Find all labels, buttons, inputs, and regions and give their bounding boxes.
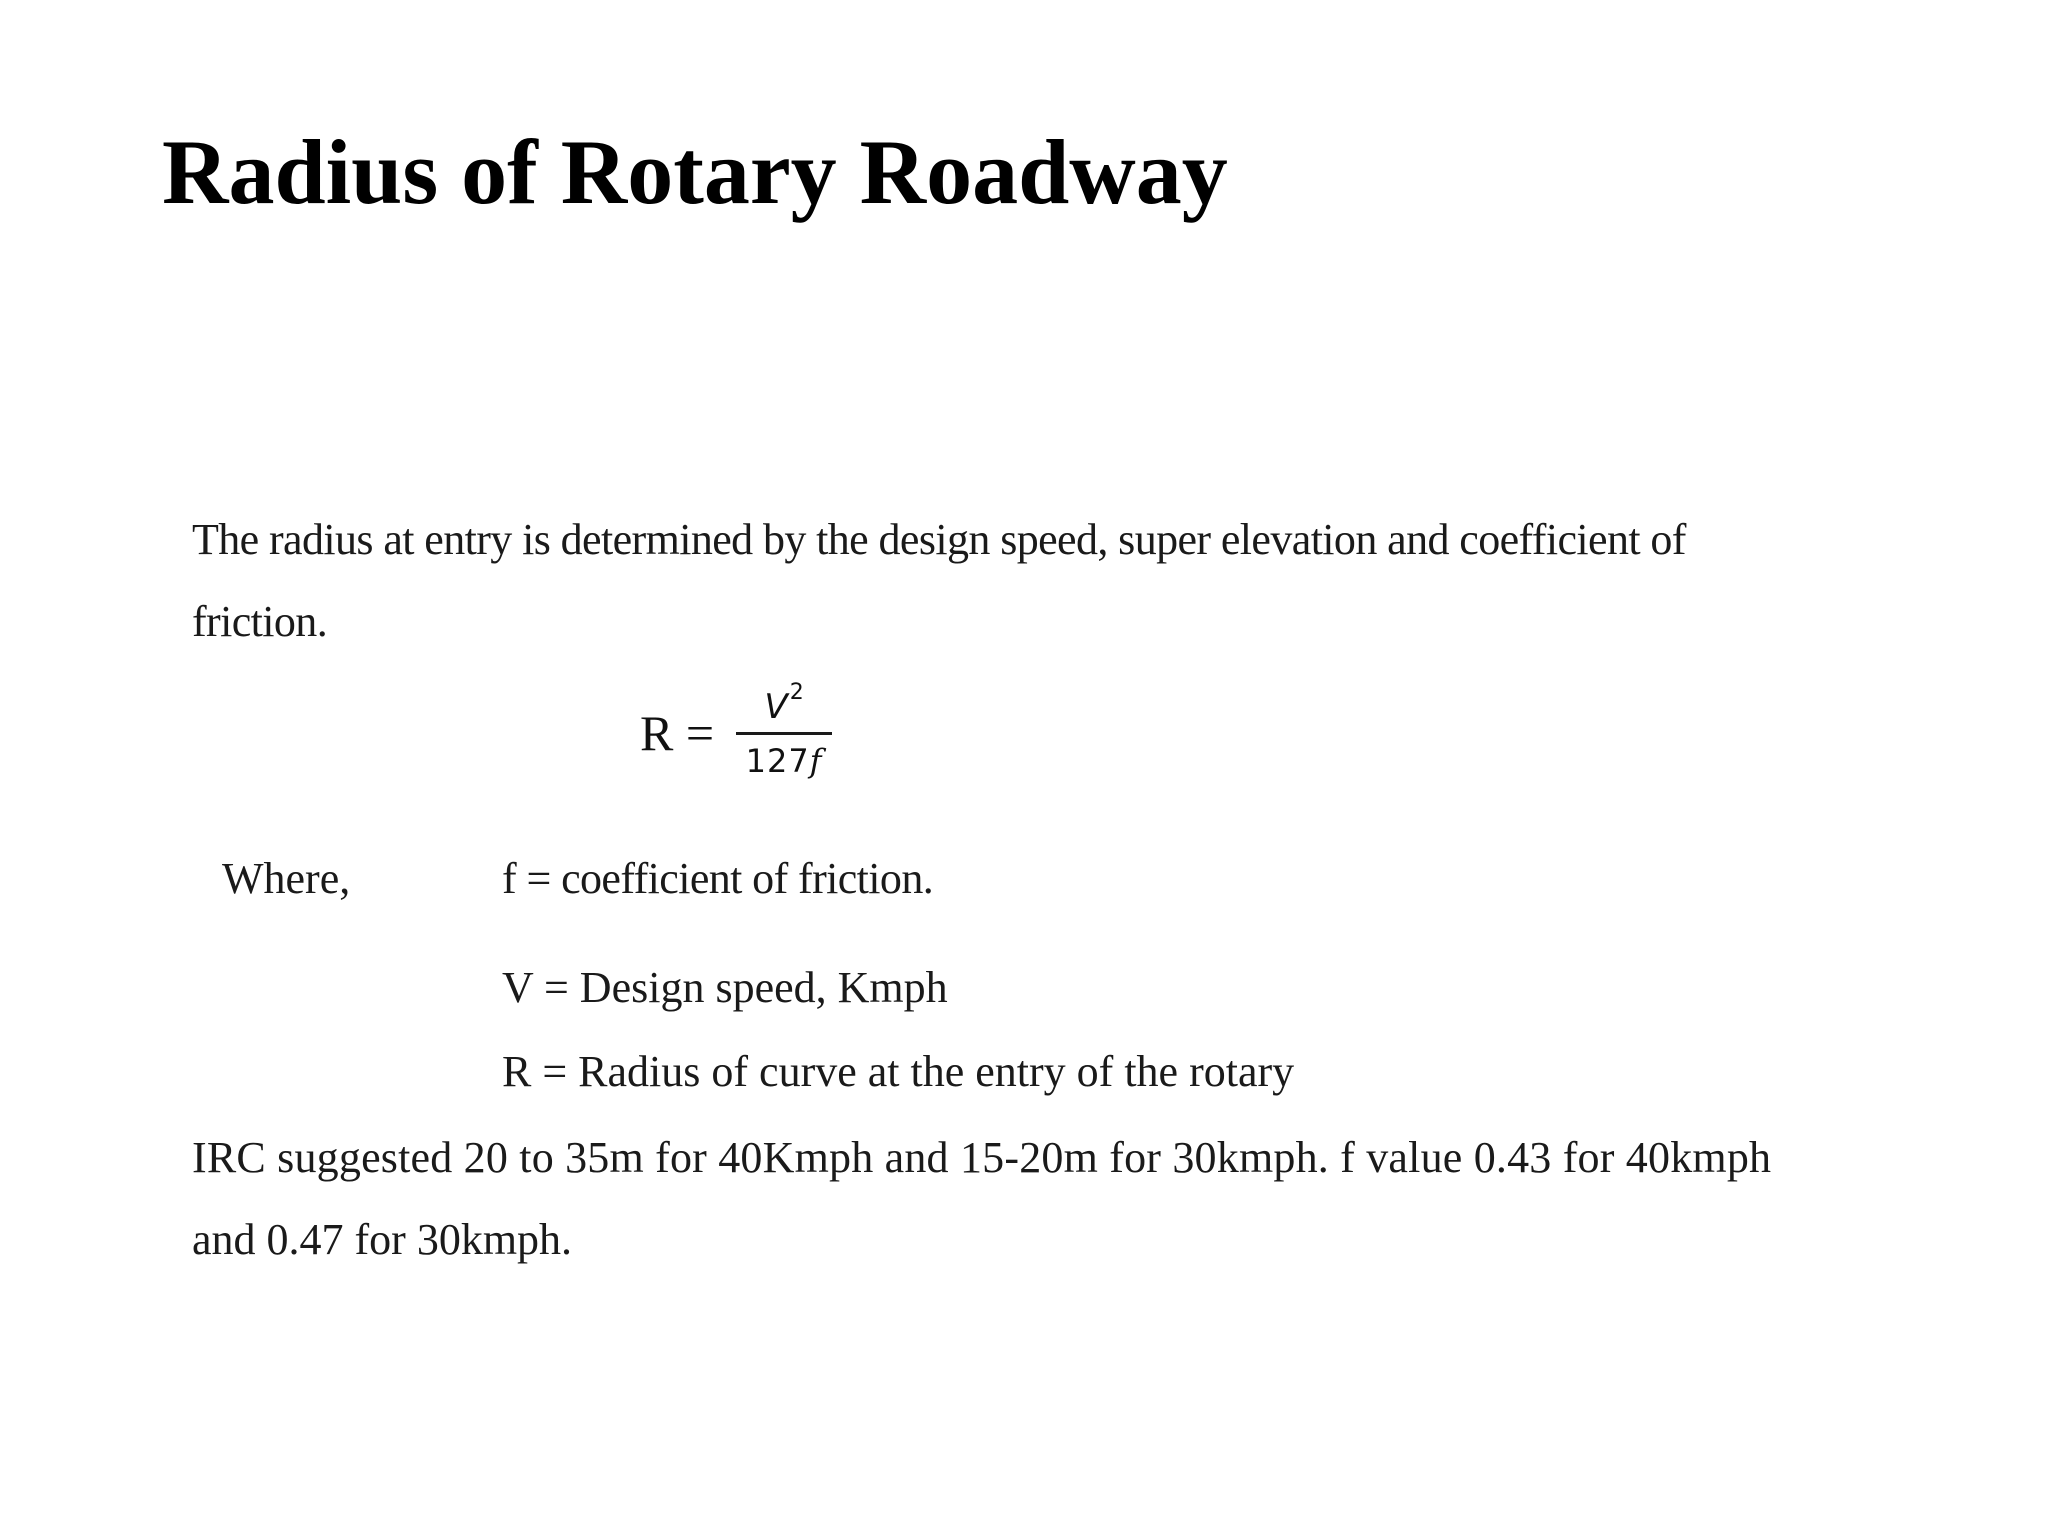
radius-formula [640, 678, 832, 788]
definition-friction: f = coefficient of friction. [502, 854, 934, 903]
formula-denominator [745, 735, 823, 780]
irc-note-line-1: IRC suggested 20 to 35m for 40Kmph and 15-20m for 30kmph. f value 0.43 for 40kmph [192, 1133, 1772, 1182]
irc-note-line-2: and 0.47 for 30kmph. [192, 1215, 573, 1264]
formula-fraction [736, 679, 832, 780]
definition-radius: R = Radius of curve at the entry of the rotary [502, 1047, 1295, 1096]
where-label: Where, [222, 854, 351, 903]
denominator-constant: 127 [745, 741, 810, 780]
denominator-variable: f [809, 741, 823, 780]
slide-title: Radius of Rotary Roadway [162, 121, 1228, 223]
intro-text-line-2: friction. [192, 597, 328, 646]
formula-numerator [764, 679, 804, 732]
numerator-exponent: 2 [789, 679, 804, 705]
numerator-variable: V [764, 686, 788, 727]
definition-speed: V = Design speed, Kmph [502, 963, 948, 1012]
intro-text-line-1: The radius at entry is determined by the design speed, super elevation and coefficient of [192, 515, 1686, 564]
formula-lhs: R = [640, 705, 715, 761]
